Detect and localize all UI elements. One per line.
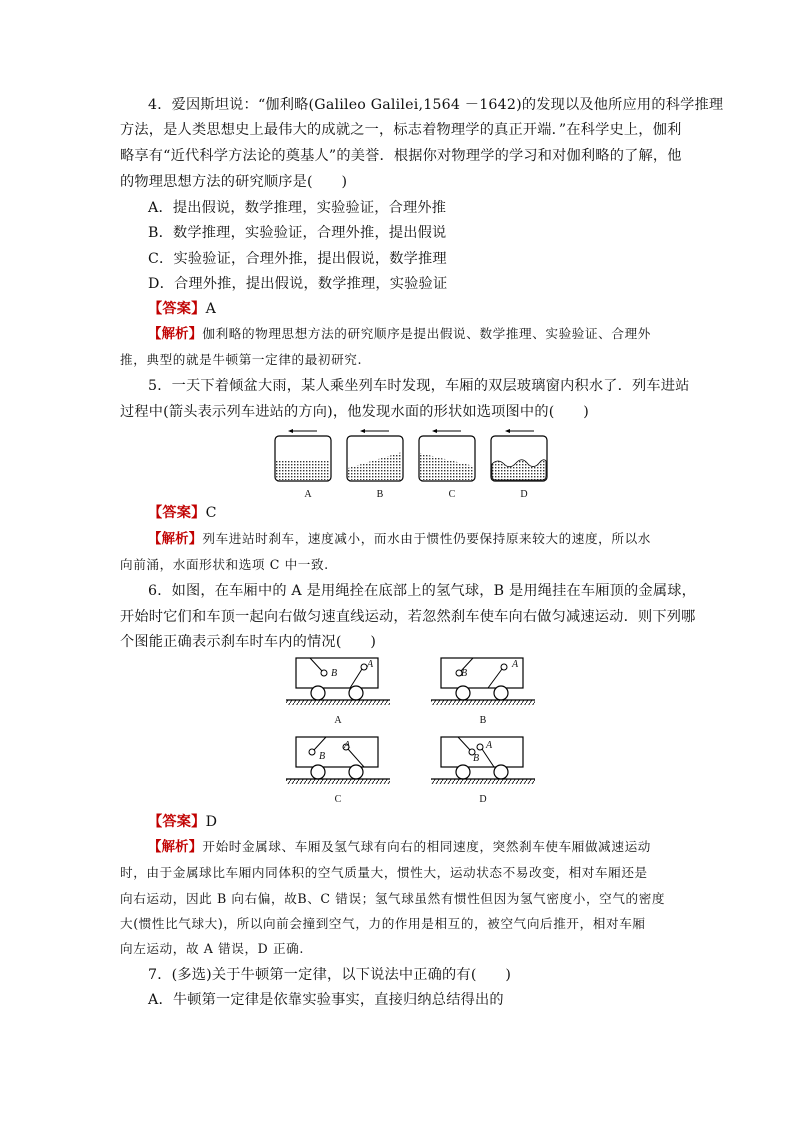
- cart-b-ball-a-label: A: [511, 659, 519, 670]
- q5-explanation-1: [148, 529, 651, 549]
- cart-a-ball-b-label: B: [330, 668, 338, 679]
- q5-explanation-2: 向前涌，水面形状和选项 C 中一致.: [120, 557, 329, 572]
- cart-b-ball-b-label: B: [460, 668, 468, 679]
- q6-answer: [148, 812, 217, 832]
- answer-tag: 【答案】: [148, 301, 206, 317]
- explanation-tag: 【解析】: [148, 531, 203, 547]
- water-box-a: [275, 429, 331, 481]
- q7-line-1: 7．(多选)关于牛顿第一定律，以下说法中正确的有( ): [148, 967, 512, 983]
- q6-explanation-1: [148, 837, 651, 857]
- q4-option-b: B．数学推理，实验验证，合理外推，提出假说: [148, 225, 447, 241]
- q6-explanation-3: 向右运动，因此 B 向右偏，故B、C 错误；氢气球虽然有惯性但因为氢气密度小，空气的密度: [120, 891, 666, 906]
- q6-explanation-4: 大(惯性比气球大)，所以向前会撞到空气，力的作用是相互的，被空气向后推开，相对车厢: [120, 916, 646, 931]
- q6-cart-figure: [278, 655, 548, 810]
- water-box-b: [347, 429, 403, 481]
- q4-line-3: 略享有“近代科学方法论的奠基人”的美誉．根据你对物理学的学习和对伽利略的了解，他: [120, 148, 682, 164]
- q4-line-4: 的物理思想方法的研究顺序是( ): [120, 174, 348, 190]
- explanation-tag: 【解析】: [148, 839, 203, 855]
- q7-option-a: A．牛顿第一定律是依靠实验事实，直接归纳总结得出的: [148, 992, 504, 1008]
- q4-explanation-2: 推，典型的就是牛顿第一定律的最初研究.: [120, 352, 363, 367]
- explanation-text: 伽利略的物理思想方法的研究顺序是提出假说、数学推理、实验验证、合理外: [202, 326, 651, 341]
- answer-value: D: [205, 814, 218, 830]
- q5-label-a: A: [304, 489, 312, 500]
- q6-label-d: D: [479, 794, 487, 805]
- q4-line-2: 方法，是人类思想史上最伟大的成就之一，标志着物理学的真正开端．”在科学史上，伽利: [120, 122, 682, 138]
- q6-line-1: 6．如图，在车厢中的 A 是用绳拴在底部上的氢气球，B 是用绳挂在车厢顶的金属球，: [148, 583, 696, 599]
- q4-answer: [148, 299, 216, 319]
- cart-a-ball-a-label: A: [366, 659, 374, 670]
- water-box-d: [491, 429, 547, 481]
- q5-answer: [148, 503, 217, 523]
- q4-option-c: C．实验验证，合理外推，提出假说，数学推理: [148, 251, 447, 267]
- q5-line-1: 5．一天下着倾盆大雨，某人乘坐列车时发现，车厢的双层玻璃窗内积水了．列车进站: [148, 378, 690, 394]
- q6-line-2: 开始时它们和车顶一起向右做匀速直线运动，若忽然刹车使车向右做匀减速运动．则下列哪: [120, 609, 696, 625]
- q4-explanation-1: [148, 324, 651, 344]
- explanation-text: 列车进站时刹车，速度减小，而水由于惯性仍要保持原来较大的速度，所以水: [202, 531, 651, 546]
- q4-option-d: D．合理外推，提出假说，数学推理，实验验证: [148, 276, 448, 292]
- q5-label-b: B: [376, 489, 384, 500]
- water-box-c: [419, 429, 475, 481]
- q4-line-1: 4．爱因斯坦说：“伽利略(Galileo Galilei,1564 －1642)的发现以及他所应用的科学推理: [148, 97, 724, 113]
- q4-option-a: A．提出假说，数学推理，实验验证，合理外推: [148, 200, 447, 216]
- q6-label-b: B: [479, 715, 487, 726]
- cart-d-ball-a-label: A: [485, 740, 493, 751]
- q6-explanation-2: 时，由于金属球比车厢内同体积的空气质量大，惯性大，运动状态不易改变，相对车厢还是: [120, 865, 648, 880]
- cart-d-ball-b-label: B: [472, 753, 480, 764]
- answer-value: C: [205, 505, 217, 521]
- q6-line-3: 个图能正确表示刹车时车内的情况( ): [120, 634, 377, 650]
- cart-c-ball-a-label: A: [343, 740, 351, 751]
- explanation-text: 开始时金属球、车厢及氢气球有向右的相同速度，突然刹车使车厢做减速运动: [202, 839, 651, 854]
- q5-label-c: C: [448, 489, 456, 500]
- explanation-tag: 【解析】: [148, 326, 203, 342]
- q6-label-c: C: [334, 794, 342, 805]
- answer-tag: 【答案】: [148, 505, 206, 521]
- cart-c-ball-b-label: B: [318, 751, 326, 762]
- answer-tag: 【答案】: [148, 814, 206, 830]
- q5-water-figure: [270, 428, 560, 486]
- q5-label-d: D: [520, 489, 528, 500]
- q6-explanation-5: 向左运动，故 A 错误，D 正确.: [120, 941, 304, 956]
- answer-value: A: [205, 301, 217, 317]
- q6-label-a: A: [334, 715, 342, 726]
- q5-line-2: 过程中(箭头表示列车进站的方向)，他发现水面的形状如选项图中的( ): [120, 404, 589, 420]
